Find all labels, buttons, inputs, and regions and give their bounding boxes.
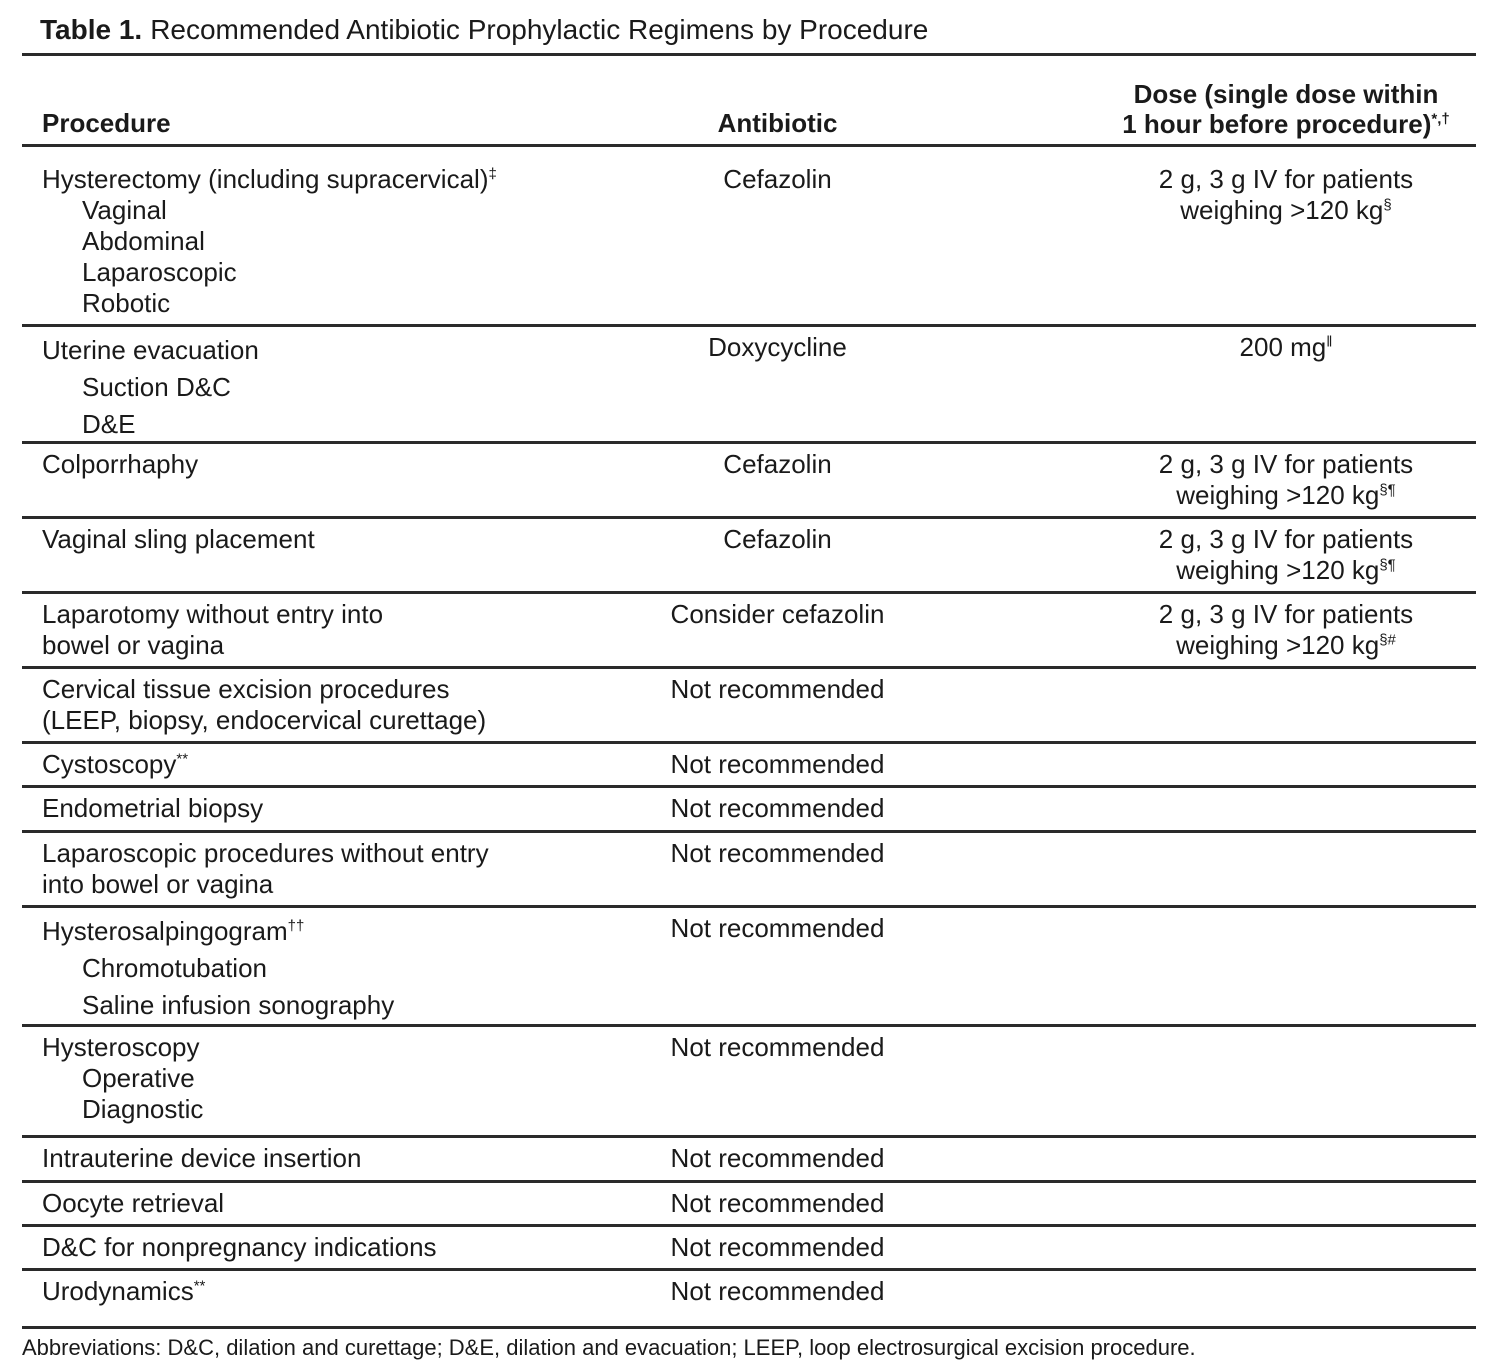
dose-line2: weighing >120 kg — [1176, 630, 1380, 660]
row-divider — [22, 591, 1476, 594]
procedure-subtype: Diagnostic — [82, 1094, 204, 1124]
row-divider — [22, 1135, 1476, 1138]
procedure-name: Cervical tissue excision procedures — [42, 674, 450, 704]
dose-footnote: ‖ — [1326, 333, 1333, 351]
antibiotic-cell: Not recommended — [670, 749, 885, 779]
procedure-cell — [42, 164, 497, 319]
row-divider — [22, 1180, 1476, 1183]
procedure-cell — [42, 449, 198, 480]
procedure-name-line2: into bowel or vagina — [42, 869, 274, 899]
procedure-subtype: Saline infusion sonography — [82, 990, 395, 1020]
dose-line2: weighing >120 kg — [1180, 195, 1384, 225]
procedure-cell — [42, 749, 188, 780]
procedure-subtype: Abdominal — [82, 226, 205, 256]
antibiotic-cell: Not recommended — [670, 838, 885, 868]
row-divider — [22, 1024, 1476, 1027]
dose-line1: 200 mg — [1239, 332, 1327, 362]
procedure-name: Cystoscopy — [42, 749, 177, 779]
dose-cell — [1106, 164, 1466, 226]
dose-footnote: §¶ — [1379, 481, 1396, 499]
procedure-name: Vaginal sling placement — [42, 524, 315, 554]
dose-line1: 2 g, 3 g IV for patients — [1158, 524, 1414, 554]
procedure-subtype: D&E — [82, 409, 136, 439]
procedure-footnote: ** — [193, 1277, 206, 1295]
procedure-subtype: Suction D&C — [82, 372, 231, 402]
dose-footnote: §# — [1379, 631, 1396, 649]
row-divider — [22, 1268, 1476, 1271]
top-rule — [22, 53, 1476, 56]
antibiotic-cell: Cefazolin — [723, 524, 832, 554]
procedure-cell — [42, 793, 263, 824]
antibiotic-cell: Not recommended — [670, 913, 885, 943]
procedure-name: Laparoscopic procedures without entry — [42, 838, 489, 868]
antibiotic-cell: Consider cefazolin — [670, 599, 885, 629]
header-antibiotic: Antibiotic — [717, 108, 838, 138]
procedure-name: Endometrial biopsy — [42, 793, 264, 823]
header-dose-line1: Dose (single dose within — [1133, 79, 1439, 109]
dose-line1: 2 g, 3 g IV for patients — [1158, 599, 1414, 629]
header-dose-footnote: *,† — [1431, 110, 1450, 128]
procedure-cell — [42, 913, 394, 1024]
procedure-cell — [42, 1232, 437, 1263]
dose-line2: weighing >120 kg — [1176, 555, 1380, 585]
dose-cell — [1106, 599, 1466, 661]
dose-footnote: § — [1383, 196, 1392, 214]
dose-line1: 2 g, 3 g IV for patients — [1158, 164, 1414, 194]
procedure-footnote: ** — [176, 750, 189, 768]
procedure-cell — [42, 1143, 361, 1174]
header-dose-line2: 1 hour before procedure) — [1122, 109, 1432, 139]
dose-line2: weighing >120 kg — [1176, 480, 1380, 510]
procedure-subtype: Laparoscopic — [82, 257, 237, 287]
row-divider — [22, 441, 1476, 444]
procedure-footnote: †† — [287, 917, 305, 935]
procedure-name: Urodynamics — [42, 1276, 194, 1306]
procedure-name: Colporrhaphy — [42, 449, 199, 479]
row-divider — [22, 905, 1476, 908]
procedure-cell — [42, 1032, 203, 1125]
row-divider — [22, 324, 1476, 327]
procedure-cell — [42, 1276, 205, 1307]
procedure-subtype: Chromotubation — [82, 953, 267, 983]
header-procedure: Procedure — [42, 108, 171, 138]
procedure-name-line2: bowel or vagina — [42, 630, 225, 660]
table-label: Table 1. — [40, 14, 143, 45]
procedure-subtype: Robotic — [82, 288, 171, 318]
dose-cell — [1106, 524, 1466, 586]
procedure-cell — [42, 524, 315, 555]
antibiotic-cell: Not recommended — [670, 1188, 885, 1218]
procedure-subtype: Vaginal — [82, 195, 167, 225]
table-title-text: Recommended Antibiotic Prophylactic Regimens by Procedure — [150, 14, 929, 45]
table-title — [40, 10, 928, 50]
procedure-name: Oocyte retrieval — [42, 1188, 225, 1218]
antibiotic-cell: Not recommended — [670, 674, 885, 704]
dose-cell — [1106, 332, 1466, 363]
procedure-cell — [42, 674, 486, 736]
row-divider — [22, 830, 1476, 833]
antibiotic-cell: Doxycycline — [708, 332, 847, 362]
procedure-name: Hysterosalpingogram — [42, 916, 288, 946]
antibiotic-cell: Not recommended — [670, 1276, 885, 1306]
dose-footnote: §¶ — [1379, 556, 1396, 574]
dose-line1: 2 g, 3 g IV for patients — [1158, 449, 1414, 479]
header-dose — [1106, 79, 1466, 139]
dose-cell — [1106, 449, 1466, 511]
header-rule — [22, 144, 1476, 147]
row-divider — [22, 785, 1476, 788]
procedure-name: Uterine evacuation — [42, 335, 259, 365]
procedure-footnote: ‡ — [488, 165, 497, 183]
row-divider — [22, 666, 1476, 669]
row-divider — [22, 516, 1476, 519]
procedure-name: Laparotomy without entry into — [42, 599, 384, 629]
antibiotic-cell: Not recommended — [670, 1032, 885, 1062]
procedure-name: Hysteroscopy — [42, 1032, 200, 1062]
procedure-subtype: Operative — [82, 1063, 195, 1093]
procedure-cell — [42, 599, 383, 661]
procedure-cell — [42, 838, 489, 900]
procedure-name: Intrauterine device insertion — [42, 1143, 362, 1173]
antibiotic-cell: Not recommended — [670, 793, 885, 823]
procedure-name: D&C for nonpregnancy indications — [42, 1232, 437, 1262]
row-divider — [22, 1224, 1476, 1227]
procedure-name-line2: (LEEP, biopsy, endocervical curettage) — [42, 705, 487, 735]
row-divider — [22, 741, 1476, 744]
abbreviations-note: Abbreviations: D&C, dilation and curettage; D&E, dilation and evacuation; LEEP, loop electrosurgical excision procedure. — [22, 1335, 1196, 1360]
bottom-rule — [22, 1326, 1476, 1329]
antibiotic-cell: Cefazolin — [723, 449, 832, 479]
procedure-cell — [42, 1188, 224, 1219]
procedure-name: Hysterectomy (including supracervical) — [42, 164, 489, 194]
procedure-cell — [42, 332, 259, 443]
antibiotic-cell: Cefazolin — [723, 164, 832, 194]
antibiotic-cell: Not recommended — [670, 1143, 885, 1173]
antibiotic-cell: Not recommended — [670, 1232, 885, 1262]
